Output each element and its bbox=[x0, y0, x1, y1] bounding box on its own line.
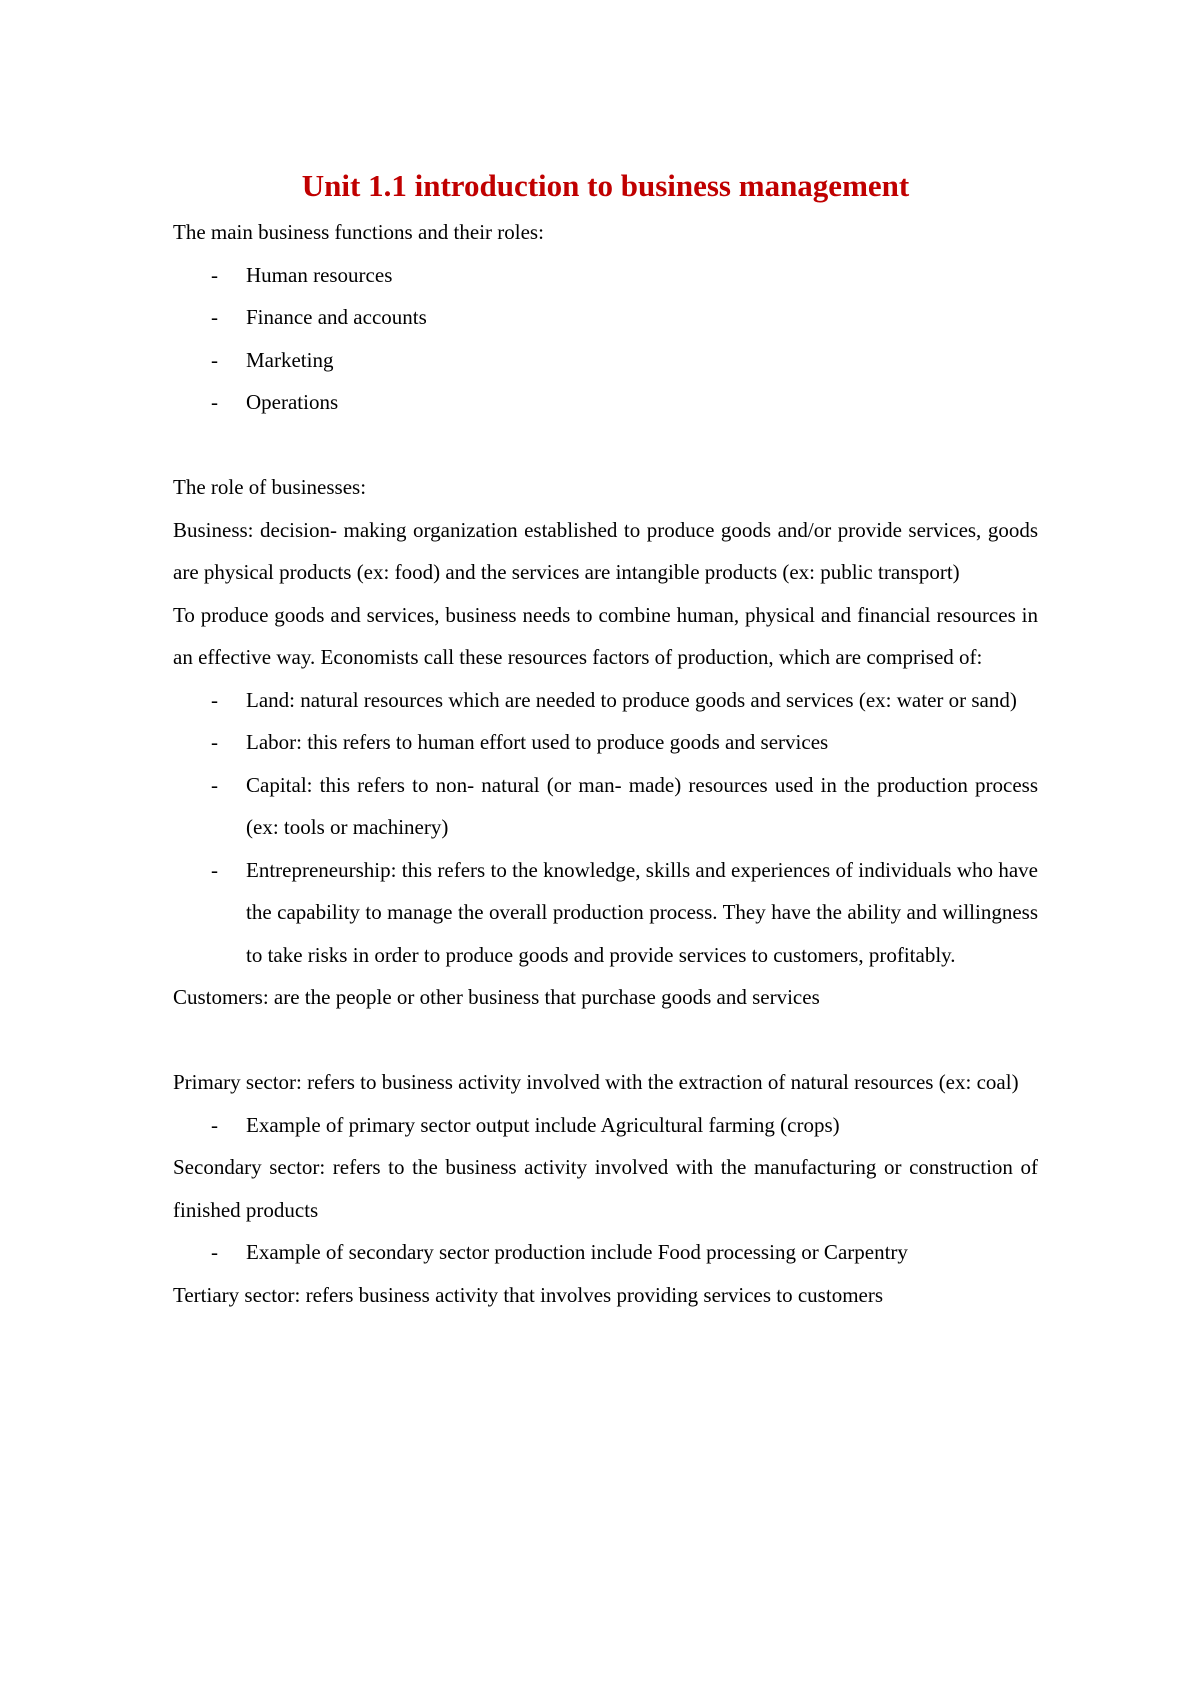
functions-heading: The main business functions and their roles: bbox=[173, 220, 544, 244]
list-item bbox=[173, 296, 1038, 339]
list-item-text: Land: natural resources which are needed to produce goods and services (ex: water or sand) bbox=[246, 687, 1017, 712]
list-item bbox=[173, 1104, 1038, 1147]
customers-definition: Customers: are the people or other business that purchase goods and services bbox=[173, 985, 820, 1009]
secondary-sector: Secondary sector: refers to the business activity involved with the manufacturing or construction of finished products bbox=[173, 1155, 1038, 1222]
bullet-dash: - bbox=[211, 687, 218, 712]
bullet-dash: - bbox=[211, 390, 218, 414]
list-item bbox=[173, 849, 1038, 977]
document-page bbox=[173, 166, 1038, 1316]
list-item-text: Entrepreneurship: this refers to the knowledge, skills and experiences of individuals who have the capability to manage the overall production process. They have the ability and willingness to take risks in order to produce goods and provide services to customers, profitably. bbox=[246, 857, 1038, 967]
spacer bbox=[173, 424, 1038, 467]
primary-example-list bbox=[173, 1104, 1038, 1147]
list-item-text: Labor: this refers to human effort used to produce goods and services bbox=[246, 730, 829, 754]
tertiary-sector: Tertiary sector: refers business activity that involves providing services to customers bbox=[173, 1282, 884, 1307]
business-definition: Business: decision- making organization established to produce goods and/or provide services, goods are physical products (ex: food) and the services are intangible products (ex: public transport) bbox=[173, 517, 1038, 584]
list-item-text: Operations bbox=[246, 390, 339, 414]
bullet-dash: - bbox=[211, 1240, 218, 1264]
bullet-dash: - bbox=[211, 857, 218, 882]
list-item-text: Example of secondary sector production include Food processing or Carpentry bbox=[246, 1240, 908, 1264]
list-item-text: Finance and accounts bbox=[246, 305, 427, 329]
bullet-dash: - bbox=[211, 347, 218, 372]
list-item-text: Human resources bbox=[246, 262, 393, 287]
secondary-example-list bbox=[173, 1231, 1038, 1274]
factors-intro: To produce goods and services, business needs to combine human, physical and financial resources in an effective way. Economists call these resources factors of production, which are comprised of: bbox=[173, 602, 1038, 669]
list-item-text: Marketing bbox=[246, 347, 334, 372]
primary-sector: Primary sector: refers to business activity involved with the extraction of natural resources (ex: coal) bbox=[173, 1070, 1019, 1094]
page-title: Unit 1.1 introduction to business management bbox=[301, 168, 910, 203]
bullet-dash: - bbox=[211, 262, 218, 287]
list-item-text: Example of primary sector output include Agricultural farming (crops) bbox=[246, 1112, 840, 1137]
factors-list bbox=[173, 679, 1038, 977]
bullet-dash: - bbox=[211, 305, 218, 329]
bullet-dash: - bbox=[211, 1112, 218, 1137]
roles-heading: The role of businesses: bbox=[173, 475, 367, 499]
list-item bbox=[173, 339, 1038, 382]
list-item bbox=[173, 679, 1038, 722]
list-item bbox=[173, 764, 1038, 849]
spacer bbox=[173, 1019, 1038, 1062]
list-item-text: Capital: this refers to non- natural (or man- made) resources used in the production process (ex: tools or machinery) bbox=[246, 772, 1038, 839]
list-item bbox=[173, 254, 1038, 297]
list-item bbox=[173, 381, 1038, 424]
list-item bbox=[173, 1231, 1038, 1274]
bullet-dash: - bbox=[211, 730, 218, 754]
list-item bbox=[173, 721, 1038, 764]
functions-list bbox=[173, 254, 1038, 424]
bullet-dash: - bbox=[211, 772, 218, 797]
